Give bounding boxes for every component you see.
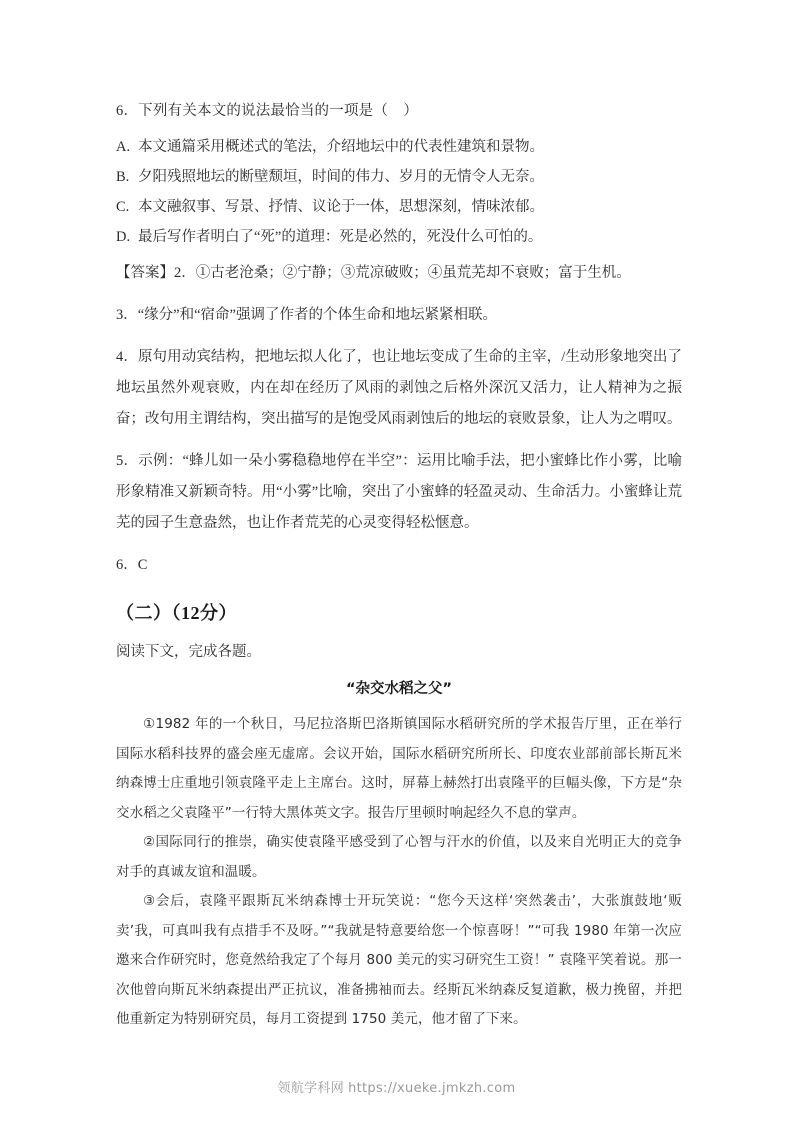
option-c-text: 本文融叙事、写景、抒情、议论于一体，思想深刻，情味浓郁。 <box>138 199 544 215</box>
option-c <box>116 192 682 222</box>
page-content <box>116 96 682 1035</box>
answer-item-2: 【答案】2．①古老沧桑；②宁静；③荒凉破败；④虽荒芜却不衰败；富于生机。 <box>116 265 631 281</box>
spacer <box>116 539 682 550</box>
option-d <box>116 222 682 252</box>
option-b <box>116 162 682 192</box>
question-6-stem: 6．下列有关本文的说法最恰当的一项是（ ） <box>116 103 419 119</box>
passage-paragraph-1: ①1982 年的一个秋日，马尼拉洛斯巴洛斯镇国际水稻研究所的学术报告厅里，正在举行国际水稻科技界的盛会座无虚席。会议开始，国际水稻研究所所长、印度农业部前部长斯瓦米纳森博士庄重地引领袁隆平走上主席台。这时，屏幕上赫然打出袁隆平的巨幅头像，下方是“杂交水稻之父袁隆平”一行特大黑体英文字。报告厅里顿时响起经久不息的掌声。 <box>116 716 682 821</box>
passage-title: “杂交水稻之父” <box>345 681 453 697</box>
section-instruction: 阅读下文，完成各题。 <box>116 644 261 660</box>
spacer <box>116 331 682 342</box>
answer-item-5: 5．示例：“蜂儿如一朵小雾稳稳地停在半空”：运用比喻手法，把小蜜蜂比作小雾，比喻形象精准又新颖奇特。用“小雾”比喻，突出了小蜜蜂的轻盈灵动、生命活力。小蜜蜂让荒芜的园子生意盎然，也让作者荒芜的心灵变得轻松惬意。 <box>116 453 682 531</box>
spacer <box>116 435 682 446</box>
section-heading: （二）（12分） <box>116 603 237 623</box>
answer-item-6: 6．C <box>116 557 148 573</box>
option-a-text: 本文通篇采用概述式的笔法，介绍地坛中的代表性建筑和景物。 <box>138 139 544 155</box>
footer-site-name: 领航学科网 <box>277 1081 345 1096</box>
option-c-letter: C. <box>116 199 130 215</box>
option-a <box>116 132 682 162</box>
footer-url: https://xueke.jmkzh.com <box>348 1081 516 1096</box>
footer-watermark <box>0 1077 793 1096</box>
passage-paragraph-3: ③会后，袁隆平跟斯瓦米纳森博士开玩笑说：“您今天这样‘突然袭击’，大张旗鼓地‘贩卖’我，可真叫我有点措手不及呀。”“我就是特意要给您一个惊喜呀！”“可我 1980 年第一次应邀来合作研究时，您竟然给我定了个每月 800 美元的实习研究生工资！” 袁隆平笑着说。那一次他曾向斯瓦米纳森提出严正抗议，准备拂袖而去。经斯瓦米纳森反复道歉，极力挽留，并把他重新定为特别研究员，每月工资提到 1750 美元，他才留了下来。 <box>116 893 682 1027</box>
spacer <box>116 580 682 596</box>
answer-item-4: 4．原句用动宾结构，把地坛拟人化了，也让地坛变成了生命的主宰，/生动形象地突出了地坛虽然外观衰败，内在却在经历了风雨的剥蚀之后格外深沉又活力，让人精神为之振奋；改句用主谓结构，突出描写的是饱受风雨剥蚀后的地坛的衰败景象，让人为之喟叹。 <box>116 349 682 427</box>
option-b-text: 夕阳残照地坛的断壁颓垣，时间的伟力、岁月的无情令人无奈。 <box>138 169 544 185</box>
option-b-letter: B. <box>116 169 130 185</box>
option-d-text: 最后写作者明白了“死”的道理：死是必然的，死没什么可怕的。 <box>138 229 543 245</box>
option-a-letter: A. <box>116 139 131 155</box>
option-d-letter: D. <box>116 229 131 245</box>
passage-paragraph-2: ②国际同行的推崇，确实使袁隆平感受到了心智与汗水的价值，以及来自光明正大的竞争对手的真诚友谊和温暖。 <box>116 834 682 880</box>
spacer <box>116 289 682 300</box>
answer-item-3: 3．“缘分”和“宿命”强调了作者的个体生命和地坛紧紧相联。 <box>116 307 497 323</box>
